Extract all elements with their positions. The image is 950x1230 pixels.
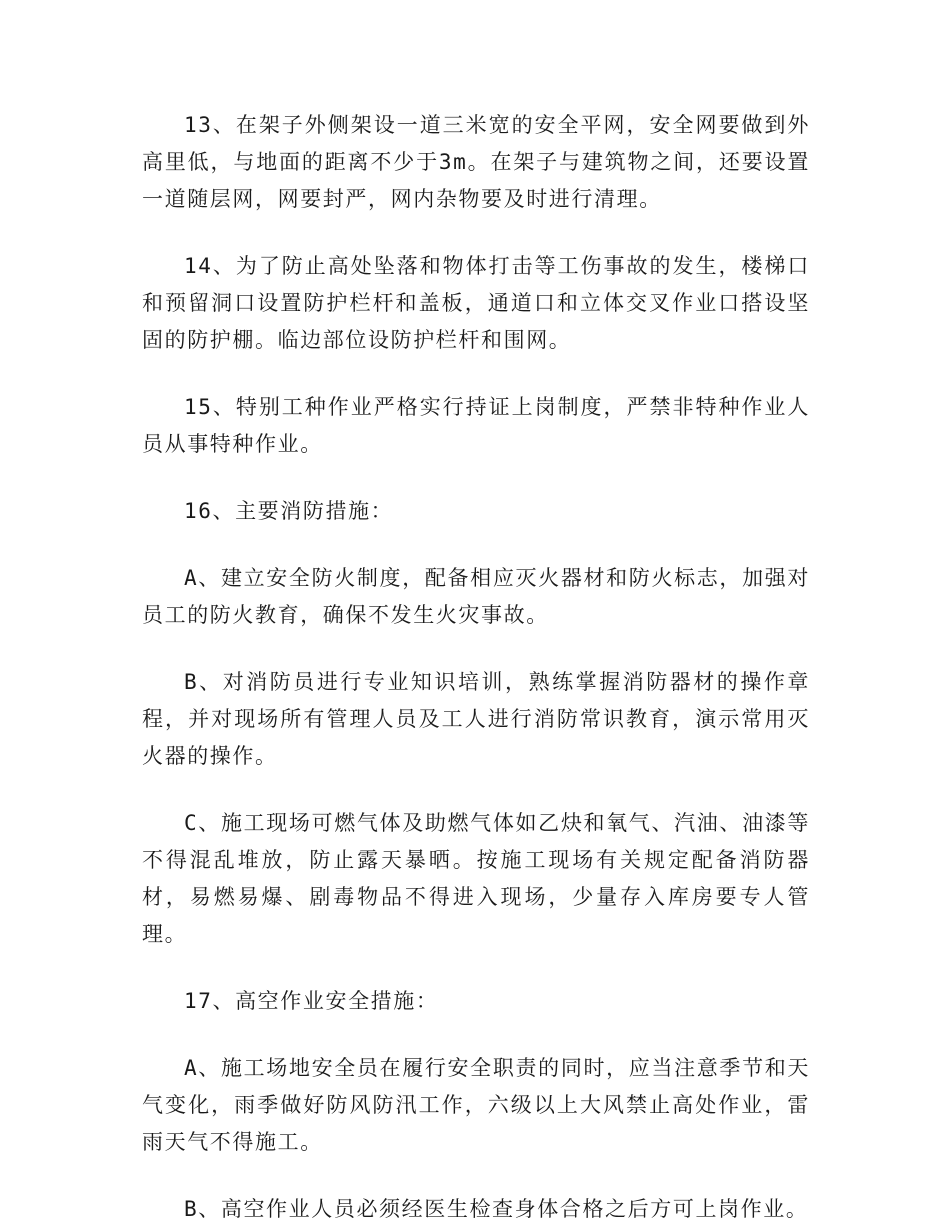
paragraph-item-17a: A、施工场地安全员在履行安全职责的同时，应当注意季节和天气变化，雨季做好防风防汛工作，六级以上大风禁止高处作业，雷雨天气不得施工。 (142, 1056, 810, 1154)
paragraph-item-17b: B、高空作业人员必须经医生检查身体合格之后方可上岗作业。 (184, 1197, 809, 1221)
paragraph-heading-17: 17、高空作业安全措施： (184, 989, 439, 1013)
paragraph-item-16b: B、对消防员进行专业知识培训，熟练掌握消防器材的操作章程，并对现场所有管理人员及工人进行消防常识教育，演示常用灭火器的操作。 (142, 670, 810, 768)
paragraph-heading-16: 16、主要消防措施： (184, 499, 394, 523)
paragraph-item-15: 15、特别工种作业严格实行持证上岗制度，严禁非特种作业人员从事特种作业。 (142, 395, 810, 456)
paragraph-item-16c: C、施工现场可燃气体及助燃气体如乙炔和氧气、汽油、油漆等不得混乱堆放，防止露天暴晒。按施工现场有关规定配备消防器材，易燃易爆、剧毒物品不得进入现场，少量存入库房要专人管理。 (142, 811, 810, 946)
paragraph-item-13: 13、在架子外侧架设一道三米宽的安全平网，安全网要做到外高里低，与地面的距离不少于3m。在架子与建筑物之间，还要设置一道随层网，网要封严，网内杂物要及时进行清理。 (142, 113, 810, 211)
paragraph-item-16a: A、建立安全防火制度，配备相应灭火器材和防火标志，加强对员工的防火教育，确保不发生火灾事故。 (142, 566, 810, 627)
paragraph-item-14: 14、为了防止高处坠落和物体打击等工伤事故的发生，楼梯口和预留洞口设置防护栏杆和盖板，通道口和立体交叉作业口搭设坚固的防护棚。临边部位设防护栏杆和围网。 (142, 254, 810, 352)
